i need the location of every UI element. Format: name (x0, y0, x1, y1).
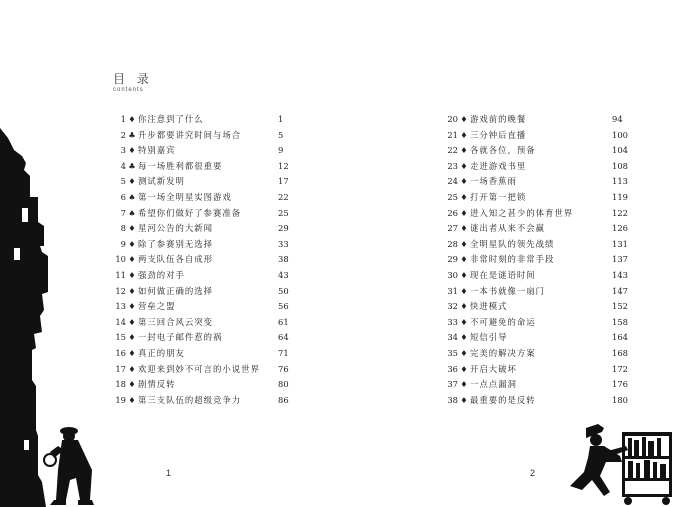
page-number-left: 1 (166, 468, 172, 478)
diamond-icon: ♦ (460, 380, 468, 390)
chapter-number: 6 (120, 191, 126, 202)
toc-entry[interactable] (108, 362, 298, 378)
chapter-title: 短信引导 (470, 332, 508, 343)
toc-entry[interactable] (440, 299, 636, 315)
chapter-title: 游戏前的晚餐 (470, 114, 527, 124)
toc-entry[interactable] (440, 206, 636, 222)
diamond-icon: ♦ (460, 208, 468, 218)
chapter-title: 不可避免的命运 (470, 316, 536, 327)
chapter-number: 37 (447, 379, 458, 390)
castle-tower-illustration (0, 128, 48, 507)
toc-entry[interactable] (440, 159, 636, 175)
chapter-title: 进入知之甚少的体育世界 (470, 207, 574, 218)
toc-entry[interactable] (108, 252, 298, 268)
chapter-number: 33 (447, 316, 458, 327)
chapter-number: 15 (115, 332, 126, 343)
chapter-title: 星河公告的大新闻 (138, 223, 213, 234)
chapter-title: 欢迎来到妙不可言的小说世界 (138, 363, 260, 374)
chapter-number: 4 (120, 160, 126, 171)
chapter-page: 164 (612, 332, 628, 343)
chapter-title: 一场香蕉雨 (470, 176, 517, 187)
chapter-page: 71 (278, 347, 289, 358)
diamond-icon: ♦ (128, 270, 136, 280)
chapter-number: 34 (447, 332, 458, 343)
chapter-title: 希望你们做好了参赛准备 (138, 207, 242, 218)
diamond-icon: ♦ (460, 130, 468, 140)
chapter-title: 你注意到了什么 (138, 114, 204, 124)
chapter-number: 3 (120, 145, 126, 156)
chapter-title: 真正的朋友 (138, 347, 185, 358)
chapter-title: 一本书就像一扇门 (470, 285, 545, 296)
chapter-title: 开启大破坏 (470, 363, 517, 374)
chapter-title: 一点点漏洞 (470, 379, 517, 390)
toc-entry[interactable] (108, 315, 298, 331)
diamond-icon: ♦ (128, 286, 136, 296)
chapter-title: 两支队伍各自成形 (138, 254, 213, 265)
chapter-page: 158 (612, 316, 628, 327)
chapter-page: 29 (278, 223, 289, 234)
toc-entry[interactable] (440, 237, 636, 253)
diamond-icon: ♦ (460, 348, 468, 358)
page-number-right: 2 (530, 468, 536, 478)
chapter-title: 快进模式 (470, 301, 508, 312)
chapter-page: 61 (278, 316, 289, 327)
chapter-title: 谜出者从来不会赢 (470, 223, 545, 234)
chapter-page: 104 (612, 145, 628, 156)
chapter-number: 21 (447, 129, 458, 140)
chapter-number: 11 (115, 269, 126, 280)
detective-illustration (44, 427, 94, 505)
chapter-title: 强劲的对手 (138, 269, 185, 280)
diamond-icon: ♦ (128, 302, 136, 312)
toc-entry[interactable] (108, 237, 298, 253)
diamond-icon: ♦ (460, 255, 468, 265)
toc-entry[interactable] (440, 377, 636, 393)
chapter-number: 13 (115, 301, 126, 312)
chapter-number: 9 (120, 238, 126, 249)
chapter-number: 28 (447, 238, 458, 249)
chapter-number: 31 (447, 285, 458, 296)
toc-entry[interactable] (108, 159, 298, 175)
chapter-title: 最重要的是反转 (470, 394, 536, 405)
diamond-icon: ♦ (460, 161, 468, 171)
chapter-title: 各就各位，预备 (470, 145, 536, 156)
chapter-number: 38 (447, 394, 458, 405)
chapter-page: 25 (278, 207, 289, 218)
toc-entry[interactable] (440, 393, 636, 409)
chapter-title: 如何做正确的选择 (138, 285, 213, 296)
diamond-icon: ♦ (128, 224, 136, 234)
chapter-page: 76 (278, 363, 289, 374)
chapter-number: 35 (447, 347, 458, 358)
chapter-page: 152 (612, 301, 628, 312)
toc-entry[interactable] (108, 206, 298, 222)
toc-entry[interactable] (440, 174, 636, 190)
diamond-icon: ♦ (460, 192, 468, 202)
chapter-title: 除了参赛别无选择 (138, 238, 213, 249)
toc-title: 目 录 (113, 72, 153, 86)
toc-entry[interactable] (108, 268, 298, 284)
toc-entry[interactable] (440, 268, 636, 284)
toc-entry[interactable] (440, 252, 636, 268)
chapter-title: 打开第一把锁 (470, 191, 527, 202)
chapter-page: 22 (278, 191, 289, 202)
toc-entry[interactable] (108, 393, 298, 409)
chapter-number: 29 (447, 254, 458, 265)
chapter-page: 143 (612, 269, 628, 280)
chapter-page: 56 (278, 301, 289, 312)
toc-left-column (108, 112, 298, 408)
chapter-page: 33 (278, 238, 289, 249)
toc-entry[interactable] (108, 221, 298, 237)
diamond-icon: ♦ (128, 348, 136, 358)
chapter-number: 12 (115, 285, 126, 296)
diamond-icon: ♦ (460, 115, 468, 124)
chapter-number: 20 (447, 114, 458, 124)
chapter-title: 非常时刻的非常手段 (470, 254, 555, 265)
chapter-page: 1 (278, 114, 284, 124)
toc-entry[interactable] (440, 128, 636, 144)
tower-window (24, 440, 29, 450)
chapter-number: 7 (120, 207, 126, 218)
toc-right-column (440, 112, 636, 408)
diamond-icon: ♦ (128, 317, 136, 327)
chapter-title: 全明星队的领先战绩 (470, 238, 555, 249)
chapter-title: 测试新发明 (138, 176, 185, 187)
chapter-page: 122 (612, 207, 628, 218)
club-icon: ♣ (128, 130, 136, 140)
tower-window (22, 208, 28, 222)
chapter-page: 137 (612, 254, 628, 265)
chapter-number: 1 (120, 114, 126, 124)
diamond-icon: ♦ (460, 395, 468, 405)
diamond-icon: ♦ (460, 239, 468, 249)
toc-entry[interactable] (440, 190, 636, 206)
chapter-title: 每一场胜利都很重要 (138, 160, 223, 171)
chapter-number: 27 (447, 223, 458, 234)
diamond-icon: ♦ (460, 224, 468, 234)
diamond-icon: ♦ (460, 364, 468, 374)
chapter-title: 第三回合风云突变 (138, 316, 213, 327)
chapter-page: 17 (278, 176, 289, 187)
chapter-number: 30 (447, 269, 458, 280)
chapter-page: 147 (612, 285, 628, 296)
chapter-number: 8 (120, 223, 126, 234)
chapter-title: 升步都要讲究时间与场合 (138, 129, 242, 140)
toc-entry[interactable] (440, 284, 636, 300)
spade-icon: ♠ (128, 208, 136, 218)
chapter-page: 9 (278, 145, 284, 156)
toc-entry[interactable] (108, 128, 298, 144)
chapter-title: 走进游戏书里 (470, 160, 527, 171)
chapter-number: 32 (447, 301, 458, 312)
chapter-number: 22 (447, 145, 458, 156)
chapter-page: 5 (278, 129, 284, 140)
toc-heading (113, 70, 153, 93)
chapter-page: 94 (612, 114, 623, 124)
chapter-page: 126 (612, 223, 628, 234)
chapter-page: 38 (278, 254, 289, 265)
toc-entry[interactable] (440, 143, 636, 159)
chapter-title: 一封电子邮件惹的祸 (138, 332, 223, 343)
chapter-title: 完美的解决方案 (470, 347, 536, 358)
diamond-icon: ♦ (460, 270, 468, 280)
toc-entry[interactable] (440, 112, 636, 128)
toc-entry[interactable] (440, 330, 636, 346)
toc-entry[interactable] (108, 346, 298, 362)
chapter-number: 19 (115, 394, 126, 405)
chapter-page: 176 (612, 379, 628, 390)
chapter-number: 36 (447, 363, 458, 374)
chapter-page: 86 (278, 394, 289, 405)
toc-entry[interactable] (440, 315, 636, 331)
diamond-icon: ♦ (128, 255, 136, 265)
toc-entry[interactable] (108, 284, 298, 300)
chapter-number: 2 (120, 129, 126, 140)
chapter-number: 17 (115, 363, 126, 374)
toc-entry[interactable] (108, 299, 298, 315)
chapter-title: 现在是谜语时间 (470, 269, 536, 280)
toc-entry[interactable] (108, 377, 298, 393)
chapter-title: 第三支队伍的超级竞争力 (138, 394, 242, 405)
toc-entry[interactable] (440, 362, 636, 378)
chapter-title: 第一场全明星实图游戏 (138, 191, 232, 202)
chapter-number: 24 (447, 176, 458, 187)
chapter-title: 三分钟后直播 (470, 129, 527, 140)
toc-entry[interactable] (440, 221, 636, 237)
chapter-page: 80 (278, 379, 289, 390)
chapter-number: 26 (447, 207, 458, 218)
spade-icon: ♠ (128, 192, 136, 202)
chapter-title: 营垒之盟 (138, 301, 176, 312)
chapter-page: 168 (612, 347, 628, 358)
chapter-page: 131 (612, 238, 628, 249)
tower-window (14, 248, 20, 260)
chapter-number: 14 (115, 316, 126, 327)
toc-entry[interactable] (108, 190, 298, 206)
toc-entry[interactable] (108, 330, 298, 346)
club-icon: ♣ (128, 161, 136, 171)
diamond-icon: ♦ (128, 395, 136, 405)
toc-entry[interactable] (440, 346, 636, 362)
chapter-number: 18 (115, 379, 126, 390)
diamond-icon: ♦ (128, 146, 136, 156)
diamond-icon: ♦ (128, 380, 136, 390)
chapter-number: 5 (120, 176, 126, 187)
diamond-icon: ♦ (128, 177, 136, 187)
toc-subtitle: contents (113, 87, 144, 93)
chapter-page: 100 (612, 129, 628, 140)
chapter-page: 64 (278, 332, 289, 343)
diamond-icon: ♦ (128, 333, 136, 343)
diamond-icon: ♦ (128, 364, 136, 374)
diamond-icon: ♦ (460, 302, 468, 312)
boy-with-book-cart-illustration (570, 424, 672, 505)
chapter-number: 16 (115, 347, 126, 358)
chapter-page: 172 (612, 363, 628, 374)
chapter-page: 113 (612, 176, 628, 187)
toc-entry[interactable] (108, 112, 298, 128)
diamond-icon: ♦ (460, 317, 468, 327)
chapter-page: 180 (612, 394, 628, 405)
diamond-icon: ♦ (460, 286, 468, 296)
diamond-icon: ♦ (460, 146, 468, 156)
chapter-number: 10 (115, 254, 126, 265)
diamond-icon: ♦ (460, 177, 468, 187)
chapter-title: 剧情反转 (138, 379, 176, 390)
diamond-icon: ♦ (128, 115, 136, 124)
chapter-page: 50 (278, 285, 289, 296)
toc-entry[interactable] (108, 143, 298, 159)
chapter-title: 特别嘉宾 (138, 145, 176, 156)
chapter-page: 43 (278, 269, 289, 280)
diamond-icon: ♦ (128, 239, 136, 249)
chapter-number: 25 (447, 191, 458, 202)
diamond-icon: ♦ (460, 333, 468, 343)
toc-entry[interactable] (108, 174, 298, 190)
chapter-number: 23 (447, 160, 458, 171)
chapter-page: 119 (612, 191, 628, 202)
chapter-page: 12 (278, 160, 289, 171)
chapter-page: 108 (612, 160, 628, 171)
